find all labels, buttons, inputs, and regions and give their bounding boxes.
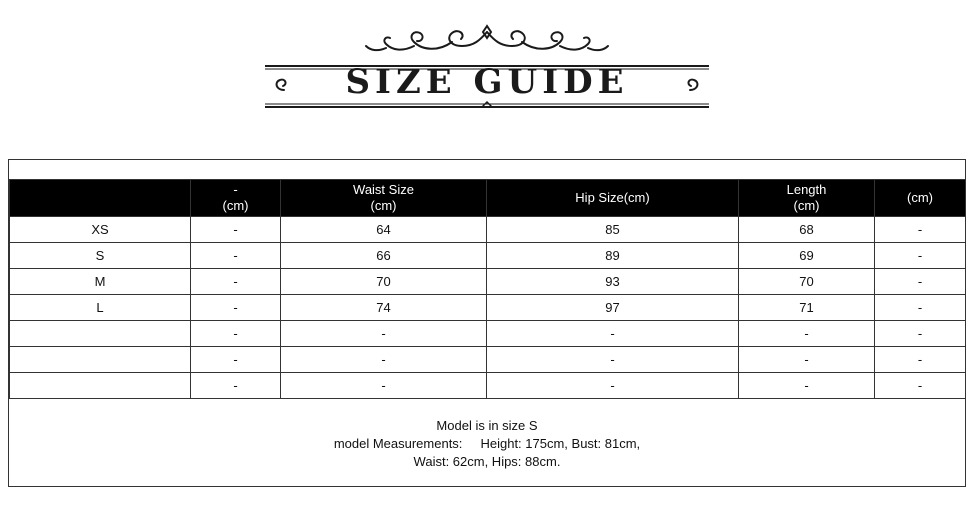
length-cell: 68	[739, 217, 875, 243]
model-size-text: Model is in size S	[436, 418, 538, 433]
hip-cell: 93	[487, 269, 739, 295]
table-row	[10, 321, 966, 347]
hip-cell: 85	[487, 217, 739, 243]
length-cell: -	[739, 373, 875, 399]
header-waist: Waist Size (cm)	[281, 180, 487, 217]
table-row	[10, 295, 966, 321]
table-cell: -	[191, 321, 281, 347]
table-cell: -	[191, 217, 281, 243]
hip-cell: -	[487, 347, 739, 373]
table-cell: -	[875, 347, 966, 373]
table-cell: -	[191, 269, 281, 295]
hip-cell: 97	[487, 295, 739, 321]
table-cell: -	[191, 295, 281, 321]
waist-cell: -	[281, 373, 487, 399]
header-col-5: (cm)	[875, 180, 966, 217]
table-cell: -	[875, 321, 966, 347]
length-cell: 69	[739, 243, 875, 269]
size-cell: XS	[10, 217, 191, 243]
hip-cell: -	[487, 321, 739, 347]
size-chart	[8, 159, 966, 487]
size-cell: S	[10, 243, 191, 269]
model-note	[9, 417, 965, 471]
model-measurements-text-2: Waist: 62cm, Hips: 88cm.	[413, 454, 561, 469]
size-cell	[10, 373, 191, 399]
size-guide-banner	[262, 20, 712, 115]
table-cell: -	[875, 243, 966, 269]
waist-cell: 74	[281, 295, 487, 321]
table-cell: -	[191, 373, 281, 399]
table-header-row	[10, 180, 966, 217]
table-cell: -	[875, 373, 966, 399]
waist-cell: 66	[281, 243, 487, 269]
length-cell: 70	[739, 269, 875, 295]
hip-cell: -	[487, 373, 739, 399]
table-cell: -	[875, 217, 966, 243]
table-cell: -	[191, 243, 281, 269]
length-cell: 71	[739, 295, 875, 321]
header-length: Length (cm)	[739, 180, 875, 217]
waist-cell: -	[281, 321, 487, 347]
size-cell: L	[10, 295, 191, 321]
size-cell: M	[10, 269, 191, 295]
header-hip: Hip Size(cm)	[487, 180, 739, 217]
size-cell	[10, 347, 191, 373]
table-cell: -	[875, 295, 966, 321]
table-row	[10, 269, 966, 295]
table-row	[10, 373, 966, 399]
hip-cell: 89	[487, 243, 739, 269]
waist-cell: -	[281, 347, 487, 373]
length-cell: -	[739, 347, 875, 373]
banner-title: SIZE GUIDE	[345, 62, 629, 102]
size-table	[9, 179, 966, 399]
length-cell: -	[739, 321, 875, 347]
model-measurements-text: model Measurements: Height: 175cm, Bust: 81cm,	[333, 436, 641, 451]
waist-cell: 64	[281, 217, 487, 243]
size-cell	[10, 321, 191, 347]
table-cell: -	[875, 269, 966, 295]
table-row	[10, 217, 966, 243]
table-cell: -	[191, 347, 281, 373]
header-col-1: - (cm)	[191, 180, 281, 217]
table-row	[10, 347, 966, 373]
waist-cell: 70	[281, 269, 487, 295]
table-row	[10, 243, 966, 269]
header-size	[10, 180, 191, 217]
